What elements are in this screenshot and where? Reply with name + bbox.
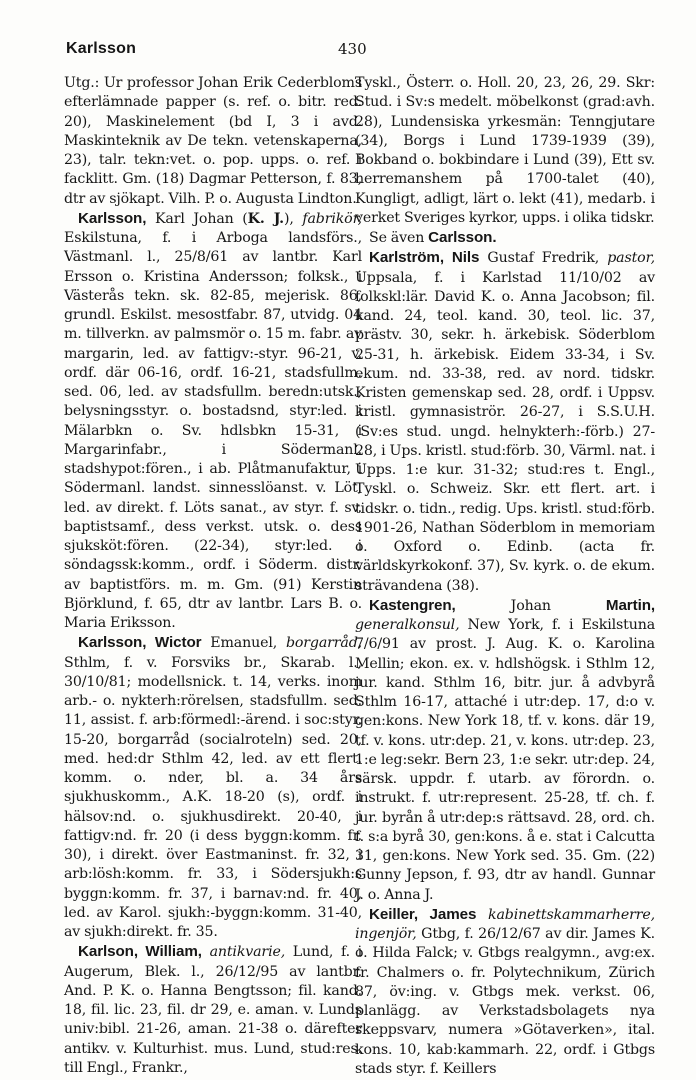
entry-kastengren-martin — [355, 596, 655, 905]
entry-karlson-william — [64, 942, 362, 1078]
entry-occupation: generalkonsul, — [355, 617, 460, 633]
entry-body: Eskilstuna, f. i Arboga landsförs., Västmanl. l., 25/8/61 av lantbr. Karl Ersson o. Kristina Andersson; folksk., i Västerås tekn. sk. 82-85, mejerisk. 86, grundl. Eskilst. mesostfabr. 87, utvidg. 04 m. tillverkn. av palmsmör o. 15 m. fabr. av margarin, led. av fattigv:-styr. 96-21, v. ordf. där 06-16, ordf. 16-21, stadsfullm. sed. 06, led. av stadsfullm. beredn:utsk., belysningsstyr. o. bostadsnd, styr:led. i Mälarbkn o. Sv. hdlsbkn 15-31, i Margarinfabr., i Södermanl. stadshypot:fören., i ab. Plåtmanufaktur, i Södermanl. landst. sinnesslöanst. v. Löt, led. av direkt. f. Löts sanat., av styr. f. sv. baptistsamf., dess verkst. utsk. o. dess sjuksköt:fören. (22-34), styr:led. i söndagssk:komm., ordf. i Söderm. distr. av baptistförs. m. m. Gm. (91) Kerstin Björklund, f. 65, dtr av lantbr. Lars B. o. Maria Eriksson. — [64, 230, 362, 631]
entry-occupation: pastor, — [607, 250, 655, 267]
see-also-target: Carlsson. — [428, 229, 497, 246]
entry-given-pre: Johan — [455, 597, 606, 614]
entry-body: Gtbg, f. 26/12/67 av dir. James K. o. Hilda Falck; v. Gtbgs realgymn., avg:ex. fr. Chalmers o. fr. Polytechnikum, Zürich 87, öv:ing. v. Gtbgs mek. verkst. 06, planlägg. av Verkstadsbolagets nya skeppsvarv, numera »Götaverken», ital. kons. 10, kab:kammarh. 22, ordf. i Gtbgs stads styr. f. Keillers — [355, 926, 655, 1077]
entry-karlsson-karl-johan — [64, 209, 362, 634]
entry-surname: Karlsson, Wictor — [78, 634, 202, 652]
entry-given-pre — [202, 944, 210, 960]
entry-occupation: antikvarie, — [209, 944, 286, 961]
right-column — [355, 74, 655, 1079]
entry-surname: Karlström, Nils — [369, 249, 480, 267]
continued-entry-text: Utg.: Ur professor Johan Erik Cederbloms efterlämnade papper (s. ref. o. bitr. red. 20), Maskinelement (bd I, 3 i avd. Maskinteknik av De tekn. vetenskaperna, 23), talr. tekn:vet. o. pop. upps. o. ref. i facklitt. Gm. (18) Dagmar Petterson, f. 83, dtr av sjökapt. Vilh. P. o. Augusta Lindton. — [64, 75, 362, 207]
entry-surname: Karlsson, — [78, 209, 147, 227]
entry-body: Sthlm, f. v. Forsviks br., Skarab. l., 30/10/81; modellsnick. t. 14, verks. inom arb.- o. nykterh:rörelsen, stadsfullm. sed. 11, assist. f. arb:förmedl:-ärend. i soc:styr. 15-20, borgarråd (socialroteln) sed. 20, med. hed:dr Sthlm 42, led. av ett flert. komm. o. nder, bl. a. 34 års sjukhuskomm., A.K. 18-20 (s), ordf. i hälsov:nd. o. sjukhusdirekt. 20-40, i fattigv:nd. fr. 20 (i dess byggn:komm. fr. 30), i direkt. över Eastmaninst. fr. 32, i arb:lösh:komm. fr. 33, i Södersjukh:s byggn:komm. fr. 37, i barnav:nd. fr. 40, led. av Karol. sjukh:-byggn:komm. 31-40, av sjukh:direkt. fr. 35. — [64, 654, 362, 940]
see-also-prefix: Se även — [369, 230, 429, 246]
page-number: 430 — [338, 40, 367, 58]
entry-surname: Kastengren, — [369, 596, 456, 614]
entry-body: Lund, f. i Augerum, Blek. l., 26/12/95 av lantbr. And. P. K. o. Hanna Bengtsson; fil. kand. 18, fil. lic. 23, fil. dr 29, e. aman. v. Lunds univ:bibl. 21-26, aman. 21-38 o. därefter antikv. v. Kulturhist. mus. Lund, stud:res. till Engl., Frankr., — [64, 944, 363, 1076]
entry-body: New York, f. i Eskilstuna 7/6/91 av prost. J. Aug. K. o. Karolina Mellin; ekon. ex. v. hdlshögsk. i Sthlm 12, jur. kand. Sthlm 16, bitr. jur. å advbyrå Sthlm 16-17, attaché i utr:dep. 17, d:o v. gen:kons. New York 18, tf. v. kons. där 19, tf. v. kons. utr:dep. 21, v. kons. utr:dep. 23, 1:e leg:sekr. Bern 23, 1:e sekr. utr:dep. 24, särsk. uppdr. f. utarb. av förordn. o. instrukt. f. utr:represent. 25-28, tf. ch. f. jur. byrån å utr:dep:s rättsavd. 28, ord. ch. f. s:a byrå 30, gen:kons. å e. stat i Calcutta 31, gen:kons. New York sed. 35. Gm. (22) Gunny Jepson, f. 93, dtr av handl. Gunnar J. o. Anna J. — [355, 617, 655, 903]
entry-surname: Keiller, James — [369, 905, 477, 923]
entry-given-post: ), — [283, 210, 303, 227]
entry-given-bold: Martin, — [605, 596, 655, 614]
continued-entry-text: Tyskl., Österr. o. Holl. 20, 23, 26, 29. Skr: Stud. i Sv:s medelt. möbelkonst (grad:avh. 28), Lundensiska yrkesmän: Tenngjutare (34), Borgs i Lund 1739-1939 (39), Bokband o. bokbindare i Lund (39), Ett sv. herremanshem på 1700-talet (40), Kungligt, adligt, lärt o. lekt (41), medarb. i verket Sveriges kyrkor, upps. i olika tidskr. — [355, 75, 655, 226]
see-also-reference — [355, 228, 655, 248]
entry-karlsson-wictor — [64, 633, 362, 942]
entry-karlstrom-nils — [355, 248, 655, 596]
entry-body: Uppsala, f. i Karlstad 11/10/02 av folkskl:lär. David K. o. Anna Jacobson; fil. kand. 24, teol. kand. 30, teol. lic. 37, prästv. 30, sekr. h. ärkebisk. Söderblom 25-31, h. ärkebisk. Eidem 33-34, i Sv. ekum. nd. 33-38, red. av nord. tidskr. Kristen gemenskap sed. 28, ordf. i Uppsv. kristl. gymnasiströr. 26-27, i S.S.U.H. (Sv:es stud. ungd. helnykterh:-förb.) 27-28, i Ups. kristl. stud:förb. 30, Värml. nat. i Upps. 1:e kur. 31-32; stud:res t. Engl., Tyskl. o. Schweiz. Skr. ett flert. art. i tidskr. o. tidn., redig. Ups. kristl. stud:förb. 1901-26, Nathan Söderblom in memoriam o. Oxford o. Edinb. (acta fr. världskyrkokonf. 37), Sv. kyrk. o. de ekum. strävandena (38). — [355, 269, 655, 594]
entry-occupation: kabinettskammarherre, ingenjör, — [355, 906, 655, 942]
entry-keiller-james — [355, 905, 655, 1079]
running-head-name: Karlsson — [66, 40, 137, 57]
entry-given-pre: Gustaf Fredrik, — [479, 250, 608, 267]
left-column — [64, 74, 362, 1078]
entry-given-pre: Emanuel, — [201, 635, 286, 652]
entry-surname: Karlson, William, — [78, 943, 202, 961]
entry-given-pre: Karl Johan ( — [154, 210, 248, 227]
entry-given-bold: K. J. — [247, 210, 284, 227]
entry-occupation: borgarråd, — [285, 635, 362, 652]
entry-given-pre — [476, 907, 488, 923]
entry-occupation: fabrikör, — [302, 210, 363, 227]
